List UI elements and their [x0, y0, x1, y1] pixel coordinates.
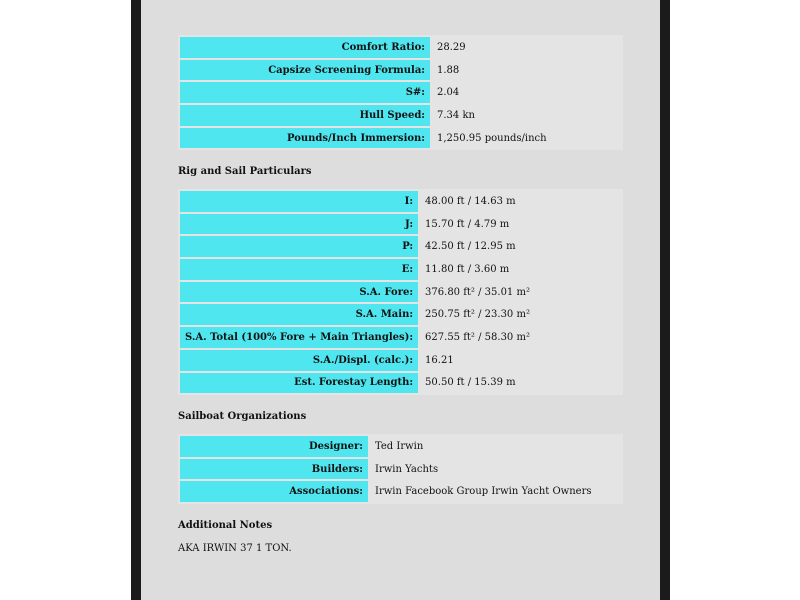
table-row: [180, 350, 621, 371]
builders-value: Irwin Yachts: [370, 459, 621, 480]
notes-text: AKA IRWIN 37 1 TON.: [178, 543, 292, 554]
performance-table: [178, 35, 623, 150]
i-label: I:: [180, 191, 418, 212]
table-row: [180, 259, 621, 280]
table-row: [180, 481, 621, 502]
hull-speed-label: Hull Speed:: [180, 105, 430, 126]
table-row: [180, 191, 621, 212]
sa-total-label: S.A. Total (100% Fore + Main Triangles):: [180, 327, 418, 348]
comfort-ratio-label: Comfort Ratio:: [180, 37, 430, 58]
table-row: [180, 105, 621, 126]
i-value: 48.00 ft / 14.63 m: [420, 191, 621, 212]
associations-label: Associations:: [180, 481, 368, 502]
table-row: [180, 459, 621, 480]
table-row: [180, 236, 621, 257]
comfort-ratio-value: 28.29: [432, 37, 621, 58]
table-row: [180, 436, 621, 457]
organizations-table: [178, 434, 623, 504]
sa-fore-label: S.A. Fore:: [180, 282, 418, 303]
designer-label: Designer:: [180, 436, 368, 457]
associations-value: Irwin Facebook Group Irwin Yacht Owners: [370, 481, 621, 502]
page-body: [141, 0, 660, 600]
rig-heading: Rig and Sail Particulars: [178, 166, 312, 177]
table-row: [180, 82, 621, 103]
organizations-heading: Sailboat Organizations: [178, 411, 307, 422]
table-row: [180, 282, 621, 303]
builders-label: Builders:: [180, 459, 368, 480]
sa-main-label: S.A. Main:: [180, 304, 418, 325]
table-row: [180, 60, 621, 81]
table-row: [180, 128, 621, 149]
s-number-label: S#:: [180, 82, 430, 103]
sa-displ-label: S.A./Displ. (calc.):: [180, 350, 418, 371]
p-label: P:: [180, 236, 418, 257]
sa-total-value: 627.55 ft² / 58.30 m²: [420, 327, 621, 348]
forestay-length-value: 50.50 ft / 15.39 m: [420, 373, 621, 394]
p-value: 42.50 ft / 12.95 m: [420, 236, 621, 257]
e-label: E:: [180, 259, 418, 280]
table-row: [180, 37, 621, 58]
table-row: [180, 327, 621, 348]
table-row: [180, 304, 621, 325]
e-value: 11.80 ft / 3.60 m: [420, 259, 621, 280]
hull-speed-value: 7.34 kn: [432, 105, 621, 126]
notes-heading: Additional Notes: [178, 520, 273, 531]
capsize-screening-label: Capsize Screening Formula:: [180, 60, 430, 81]
table-row: [180, 373, 621, 394]
capsize-screening-value: 1.88: [432, 60, 621, 81]
s-number-value: 2.04: [432, 82, 621, 103]
designer-value: Ted Irwin: [370, 436, 621, 457]
sa-displ-value: 16.21: [420, 350, 621, 371]
j-label: J:: [180, 214, 418, 235]
table-row: [180, 214, 621, 235]
forestay-length-label: Est. Forestay Length:: [180, 373, 418, 394]
j-value: 15.70 ft / 4.79 m: [420, 214, 621, 235]
pounds-inch-value: 1,250.95 pounds/inch: [432, 128, 621, 149]
pounds-inch-label: Pounds/Inch Immersion:: [180, 128, 430, 149]
sa-fore-value: 376.80 ft² / 35.01 m²: [420, 282, 621, 303]
rig-table: [178, 189, 623, 395]
sa-main-value: 250.75 ft² / 23.30 m²: [420, 304, 621, 325]
